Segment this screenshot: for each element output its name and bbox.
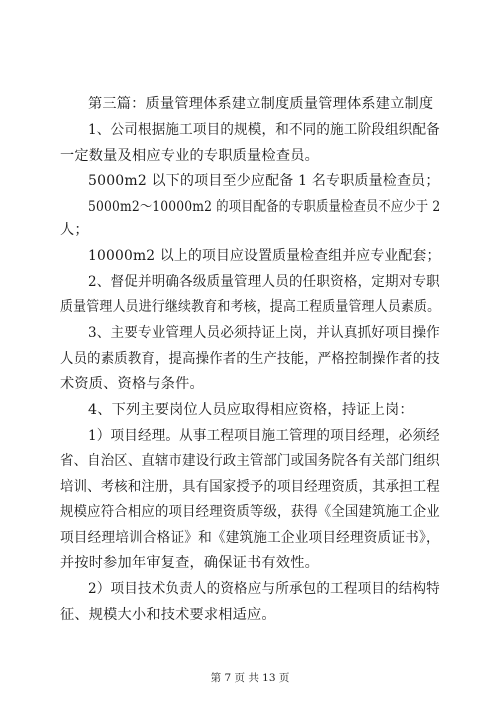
paragraph-line: 术资质、资格与条件。 — [60, 376, 204, 392]
paragraph-line: 1、公司根据施工项目的规模，和不同的施工阶段组织配备 — [88, 122, 440, 138]
section-heading: 第三篇：质量管理体系建立制度质量管理体系建立制度 — [88, 96, 434, 112]
page-number-footer: 第 7 页 共 13 页 — [210, 672, 290, 684]
paragraph-line: 并按时参加年审复查，确保证书有效性。 — [60, 555, 319, 571]
paragraph-line: 5000m2 以下的项目至少应配备 1 名专职质量检查员； — [88, 173, 440, 189]
paragraph-line: 1）项目经理。从事工程项目施工管理的项目经理，必须经 — [88, 428, 440, 444]
paragraph-line: 省、自治区、直辖市建设行政主管部门或国务院各有关部门组织 — [60, 453, 440, 469]
paragraph-line: 人员的素质教育，提高操作者的生产技能，严格控制操作者的技 — [60, 351, 440, 367]
paragraph-line: 质量管理人员进行继续教育和考核，提高工程质量管理人员素质。 — [60, 299, 441, 315]
paragraph-line: 项目经理培训合格证》和《建筑施工企业项目经理资质证书》， — [60, 530, 440, 546]
paragraph-line: 一定数量及相应专业的专职质量检查员。 — [60, 148, 319, 164]
paragraph-line: 2）项目技术负责人的资格应与所承包的工程项目的结构特 — [88, 581, 440, 597]
paragraph-line: 规模应符合相应的项目经理资质等级，获得《全国建筑施工企业 — [60, 504, 440, 520]
paragraph-line: 培训、考核和注册，具有国家授予的项目经理资质，其承担工程 — [60, 479, 440, 495]
paragraph-line: 10000m2 以上的项目应设置质量检查组并应专业配套； — [88, 248, 441, 264]
paragraph-line: 5000m2～10000m2 的项目配备的专职质量检查员不应少于 2 — [88, 199, 441, 215]
paragraph-line: 4、下列主要岗位人员应取得相应资格，持证上岗： — [88, 402, 414, 418]
paragraph-line: 征、规模大小和技术要求相适应。 — [60, 607, 276, 623]
paragraph-line: 人； — [60, 222, 89, 238]
paragraph-line: 2、督促并明确各级质量管理人员的任职资格，定期对专职 — [88, 274, 440, 290]
paragraph-line: 3、主要专业管理人员必须持证上岗，并认真抓好项目操作 — [88, 325, 440, 341]
